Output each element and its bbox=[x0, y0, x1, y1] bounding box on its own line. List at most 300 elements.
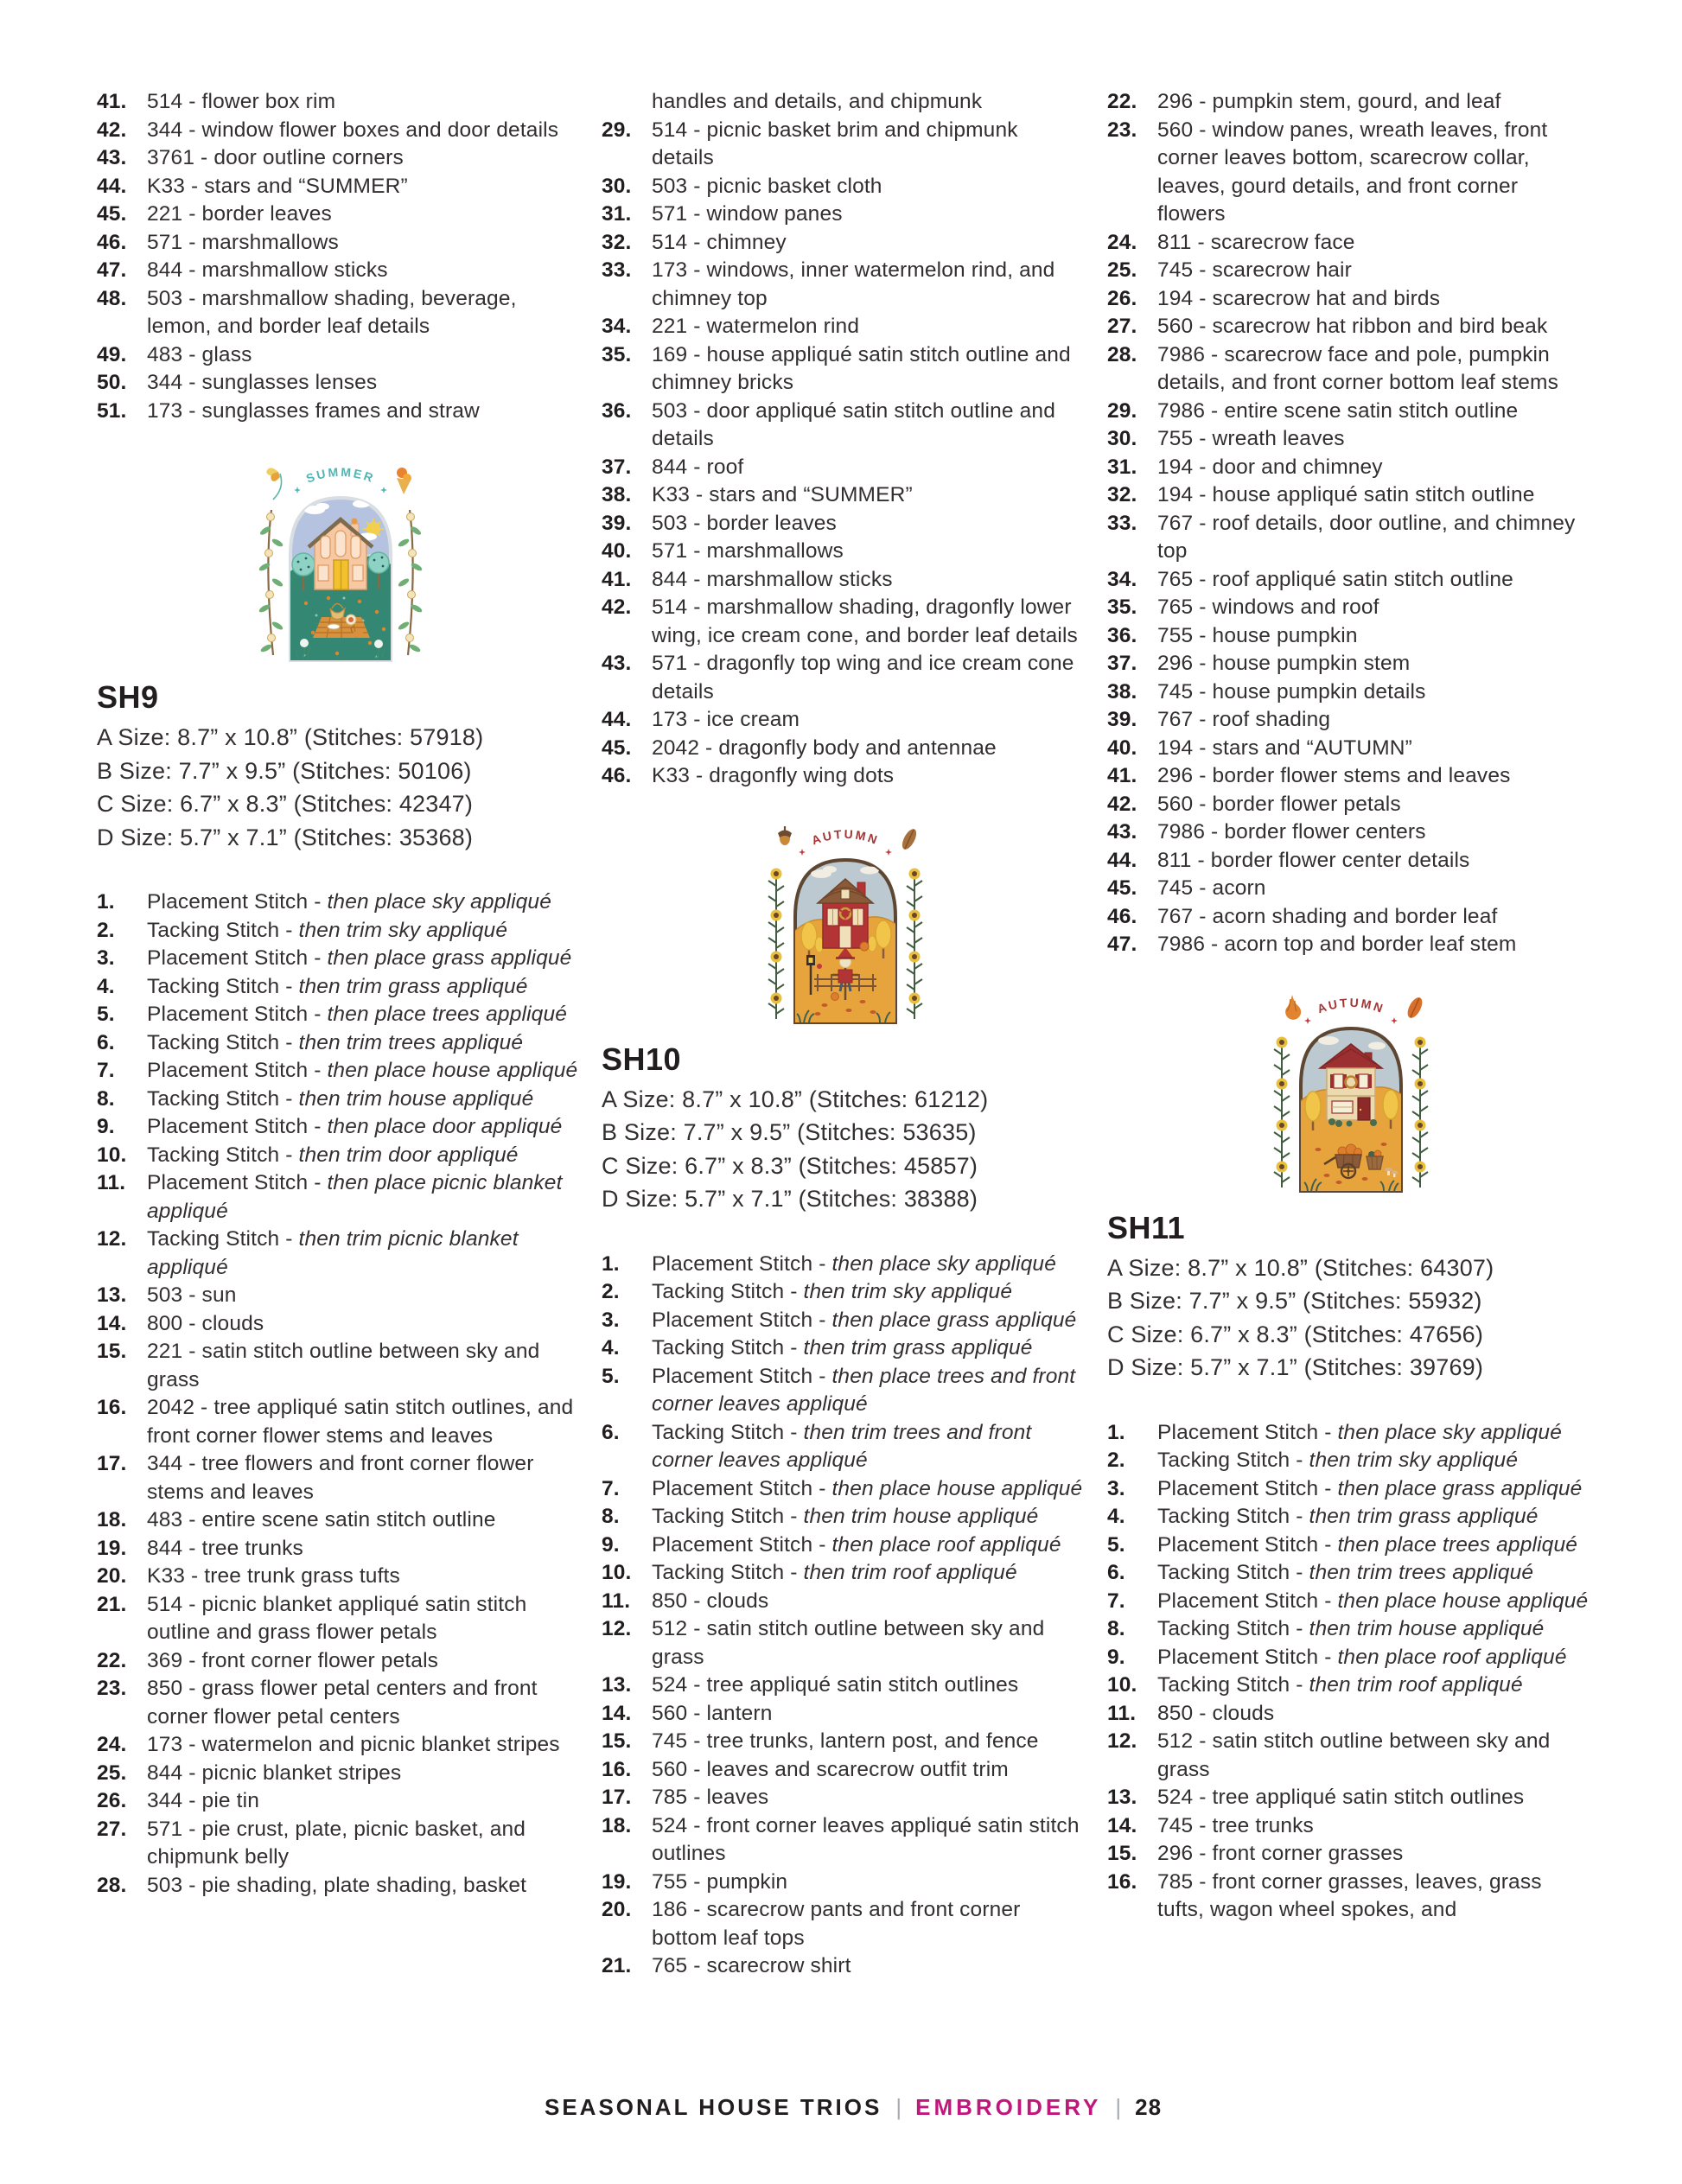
list-item-text: 844 - picnic blanket stripes bbox=[147, 1761, 402, 1785]
list-item bbox=[97, 1226, 584, 1282]
list-item-number: 23. bbox=[97, 1677, 127, 1700]
list-item bbox=[602, 1559, 1089, 1588]
list-item-number: 5. bbox=[1107, 1532, 1125, 1557]
footer-page-number: 28 bbox=[1135, 2094, 1163, 2120]
footer-series-title: SEASONAL HOUSE TRIOS bbox=[545, 2094, 882, 2120]
list-item-number: 20. bbox=[602, 1898, 632, 1921]
list-item-number: 5. bbox=[97, 1003, 115, 1026]
list-item-number: 3. bbox=[1107, 1476, 1125, 1500]
summer-banner-text: SUMMER bbox=[303, 464, 377, 486]
list-item-text: 560 - leaves and scarecrow outfit trim bbox=[652, 1757, 1009, 1781]
list-item-text: 571 - dragonfly top wing and ice cream cone details bbox=[652, 652, 1074, 704]
list-item bbox=[602, 1869, 1089, 1897]
list-item bbox=[97, 1760, 584, 1788]
list-item-number: 1. bbox=[602, 1251, 620, 1276]
list-item-number: 47. bbox=[1107, 933, 1137, 956]
list-item bbox=[1107, 1475, 1595, 1504]
design-sizes-sh10 bbox=[602, 1083, 1089, 1216]
column-3 bbox=[1107, 88, 1595, 1925]
list-item-text: 765 - windows and roof bbox=[1157, 595, 1379, 619]
list-item-text: handles and details, and chipmunk bbox=[652, 90, 983, 113]
svg-text:SUMMER bbox=[304, 465, 377, 486]
list-item bbox=[97, 1394, 584, 1450]
list-item-number: 22. bbox=[1107, 90, 1137, 113]
list-item bbox=[1107, 1559, 1595, 1588]
list-item-number: 40. bbox=[602, 539, 632, 563]
list-item bbox=[97, 88, 584, 117]
list-item-number: 14. bbox=[602, 1701, 632, 1725]
list-item-text: 221 - watermelon rind bbox=[652, 315, 860, 338]
list-item-text: Tacking Stitch - then trim grass appliqué bbox=[1157, 1505, 1539, 1528]
list-item bbox=[97, 1872, 584, 1901]
list-item-number: 41. bbox=[97, 90, 127, 113]
list-item bbox=[602, 173, 1089, 201]
list-item-text: Placement Stitch - then place house appliqué bbox=[147, 1059, 578, 1082]
list-item bbox=[1107, 88, 1595, 117]
list-item-text: Placement Stitch - then place grass appliqué bbox=[1157, 1476, 1583, 1500]
sh9-design-figure bbox=[97, 455, 584, 671]
list-item-text: 765 - roof appliqué satin stitch outline bbox=[1157, 567, 1513, 591]
list-item-number: 8. bbox=[1107, 1617, 1125, 1640]
list-item-number: 42. bbox=[602, 595, 632, 619]
list-item-text: 503 - picnic basket cloth bbox=[652, 174, 882, 198]
list-item-number: 33. bbox=[602, 258, 632, 282]
list-item bbox=[602, 117, 1089, 173]
list-item-number: 47. bbox=[97, 258, 127, 282]
list-item bbox=[602, 1475, 1089, 1504]
list-item-text: 483 - glass bbox=[147, 342, 252, 366]
list-item-text: 850 - clouds bbox=[1157, 1701, 1275, 1725]
list-item bbox=[97, 973, 584, 1002]
list-item-text: Placement Stitch - then place trees and front corner leaves appliqué bbox=[652, 1364, 1076, 1416]
list-item-number: 25. bbox=[97, 1761, 127, 1785]
list-item-text: Placement Stitch - then place sky appliqué bbox=[652, 1251, 1056, 1276]
list-item bbox=[1107, 706, 1595, 735]
size-line: B Size: 7.7” x 9.5” (Stitches: 50106) bbox=[97, 757, 472, 784]
sh11-design-figure bbox=[1107, 985, 1595, 1201]
list-item-number: 4. bbox=[602, 1336, 620, 1359]
sh9-steps-list bbox=[97, 888, 584, 1900]
list-item-number: 14. bbox=[1107, 1813, 1137, 1837]
list-item bbox=[602, 1278, 1089, 1307]
autumn-banner-text: AUTUMN bbox=[809, 826, 882, 847]
sh9-summer-design-image bbox=[254, 455, 427, 671]
list-item-number: 43. bbox=[1107, 820, 1137, 844]
list-item-number: 41. bbox=[602, 567, 632, 591]
list-item-text: Tacking Stitch - then trim trees appliqué bbox=[1157, 1561, 1534, 1584]
list-item-number: 2. bbox=[1107, 1449, 1125, 1472]
list-item-text: 560 - lantern bbox=[652, 1701, 773, 1725]
footer-divider: | bbox=[1115, 2094, 1122, 2120]
list-item-text: 514 - picnic basket brim and chipmunk details bbox=[652, 118, 1018, 169]
list-item-text: 503 - pie shading, plate shading, basket bbox=[147, 1873, 527, 1897]
list-item bbox=[602, 1251, 1089, 1279]
list-item-text: 344 - pie tin bbox=[147, 1789, 259, 1812]
list-item bbox=[1107, 398, 1595, 426]
list-item bbox=[1107, 481, 1595, 510]
list-item-text: 169 - house appliqué satin stitch outline and chimney bricks bbox=[652, 342, 1071, 394]
list-item-text: 296 - front corner grasses bbox=[1157, 1842, 1404, 1865]
list-item-number: 9. bbox=[1107, 1645, 1125, 1669]
list-item-text: Tacking Stitch - then trim roof appliqué bbox=[652, 1561, 1017, 1584]
sh9-carryover-list bbox=[602, 88, 1089, 791]
list-item-number: 25. bbox=[1107, 258, 1137, 282]
list-item bbox=[97, 229, 584, 258]
size-line: C Size: 6.7” x 8.3” (Stitches: 45857) bbox=[602, 1152, 978, 1179]
list-item bbox=[1107, 454, 1595, 482]
list-item-text: Placement Stitch - then place grass appliqué bbox=[147, 946, 572, 970]
list-item-text: 194 - house appliqué satin stitch outline bbox=[1157, 483, 1535, 506]
sh10-autumn-design-image bbox=[759, 817, 932, 1033]
list-item-number: 7. bbox=[97, 1059, 115, 1082]
list-item-number: 10. bbox=[97, 1143, 127, 1167]
oak-leaf-icon bbox=[900, 826, 920, 851]
design-code-sh10: SH10 bbox=[602, 1041, 682, 1077]
sh10-design-figure bbox=[602, 817, 1089, 1033]
list-item bbox=[1107, 313, 1595, 341]
list-item-text: 194 - scarecrow hat and birds bbox=[1157, 286, 1441, 310]
list-item bbox=[97, 1310, 584, 1339]
list-item bbox=[602, 510, 1089, 538]
list-item-text: 514 - picnic blanket appliqué satin stitch outline and grass flower petals bbox=[147, 1592, 527, 1644]
list-item-text: 503 - marshmallow shading, beverage, lemon, and border leaf details bbox=[147, 286, 517, 338]
list-item-text: 571 - marshmallows bbox=[147, 230, 339, 254]
gourd-icon bbox=[1285, 995, 1301, 1020]
list-item bbox=[1107, 1784, 1595, 1812]
list-item-number: 19. bbox=[97, 1536, 127, 1560]
list-item-number: 37. bbox=[1107, 652, 1137, 675]
list-item-text: 173 - watermelon and picnic blanket stripes bbox=[147, 1733, 560, 1756]
list-item-text: K33 - stars and “SUMMER” bbox=[147, 174, 408, 198]
list-item-text: Tacking Stitch - then trim sky appliqué bbox=[147, 918, 508, 942]
list-item bbox=[1107, 229, 1595, 258]
list-item-text: 571 - marshmallows bbox=[652, 539, 844, 563]
list-item bbox=[97, 1029, 584, 1058]
list-item-number: 26. bbox=[97, 1789, 127, 1812]
list-item-text: 514 - marshmallow shading, dragonfly lower wing, ice cream cone, and border leaf details bbox=[652, 595, 1078, 647]
list-item-number: 41. bbox=[1107, 764, 1137, 787]
list-item-number: 15. bbox=[97, 1340, 127, 1363]
list-item bbox=[602, 1307, 1089, 1335]
list-item-text: 194 - stars and “AUTUMN” bbox=[1157, 735, 1412, 760]
list-item-number: 19. bbox=[602, 1869, 632, 1894]
size-line: A Size: 8.7” x 10.8” (Stitches: 57918) bbox=[97, 724, 484, 750]
list-item bbox=[602, 1728, 1089, 1756]
column-2 bbox=[602, 88, 1089, 1981]
size-line: D Size: 5.7” x 7.1” (Stitches: 35368) bbox=[97, 824, 474, 850]
list-item-text: 560 - window panes, wreath leaves, front corner leaves bottom, scarecrow collar, leaves, gourd details, and front corner flowers bbox=[1157, 118, 1548, 226]
list-item-number: 2. bbox=[602, 1280, 620, 1303]
column-1 bbox=[97, 88, 584, 1900]
list-item-number: 13. bbox=[97, 1283, 127, 1307]
list-item bbox=[1107, 566, 1595, 595]
list-item-number: 39. bbox=[602, 511, 632, 535]
list-item bbox=[97, 1787, 584, 1816]
list-item-number: 27. bbox=[1107, 315, 1137, 338]
list-item-number bbox=[602, 88, 652, 117]
list-item-number: 26. bbox=[1107, 286, 1137, 310]
list-item-number: 4. bbox=[97, 974, 115, 998]
list-item-number: 10. bbox=[602, 1561, 632, 1584]
list-item bbox=[1107, 425, 1595, 454]
list-item-text: 767 - acorn shading and border leaf bbox=[1157, 904, 1498, 928]
list-item-text: 483 - entire scene satin stitch outline bbox=[147, 1508, 496, 1531]
list-item-text: Placement Stitch - then place house appliqué bbox=[652, 1476, 1083, 1500]
list-item bbox=[97, 1675, 584, 1731]
list-item-text: Tacking Stitch - then trim trees appliqué bbox=[147, 1030, 524, 1054]
list-item bbox=[1107, 1728, 1595, 1784]
list-item-text: 186 - scarecrow pants and front corner bottom leaf tops bbox=[652, 1898, 1021, 1950]
list-item-text: 7986 - border flower centers bbox=[1157, 820, 1426, 844]
list-item-text: 785 - leaves bbox=[652, 1786, 769, 1809]
list-item bbox=[602, 398, 1089, 454]
list-item-number: 7. bbox=[602, 1476, 620, 1500]
list-item-number: 8. bbox=[602, 1505, 620, 1528]
list-item bbox=[97, 257, 584, 285]
list-item-text: 369 - front corner flower petals bbox=[147, 1648, 439, 1672]
list-item-text: Tacking Stitch - then trim house appliqué bbox=[1157, 1617, 1545, 1640]
list-item-text: 745 - house pumpkin details bbox=[1157, 679, 1426, 704]
list-item-text: 560 - border flower petals bbox=[1157, 792, 1401, 816]
list-item-number: 20. bbox=[97, 1564, 127, 1588]
list-item bbox=[602, 735, 1089, 763]
size-line: D Size: 5.7” x 7.1” (Stitches: 39769) bbox=[1107, 1354, 1484, 1380]
list-item-number: 45. bbox=[1107, 876, 1137, 900]
list-item bbox=[97, 398, 584, 426]
list-item-number: 9. bbox=[97, 1115, 115, 1138]
list-item-number: 44. bbox=[602, 708, 632, 731]
list-item-number: 14. bbox=[97, 1311, 127, 1335]
list-item-text: 844 - tree trunks bbox=[147, 1536, 303, 1560]
list-item-number: 24. bbox=[1107, 230, 1137, 254]
list-item bbox=[97, 144, 584, 173]
list-item-text: 767 - roof details, door outline, and chimney top bbox=[1157, 511, 1576, 563]
list-item-text: 745 - tree trunks, lantern post, and fence bbox=[652, 1729, 1039, 1753]
list-item-text: K33 - tree trunk grass tufts bbox=[147, 1564, 400, 1588]
svg-text:AUTUMN bbox=[810, 826, 881, 847]
list-item-number: 35. bbox=[1107, 595, 1137, 619]
sh8-carryover-list bbox=[97, 88, 584, 425]
list-item bbox=[602, 1588, 1089, 1616]
list-item-number: 10. bbox=[1107, 1673, 1137, 1697]
list-item bbox=[602, 313, 1089, 341]
list-item-number: 21. bbox=[97, 1592, 127, 1616]
list-item-text: 344 - window flower boxes and door details bbox=[147, 118, 559, 142]
list-item-number: 38. bbox=[1107, 679, 1137, 704]
list-item-text: 767 - roof shading bbox=[1157, 708, 1331, 731]
list-item bbox=[1107, 622, 1595, 651]
list-item-text: 745 - acorn bbox=[1157, 876, 1266, 900]
list-item-number: 1. bbox=[97, 890, 115, 914]
list-item bbox=[1107, 117, 1595, 229]
list-item-number: 16. bbox=[97, 1396, 127, 1419]
size-line: A Size: 8.7” x 10.8” (Stitches: 64307) bbox=[1107, 1254, 1494, 1281]
list-item-text: Tacking Stitch - then trim trees and front corner leaves appliqué bbox=[652, 1420, 1032, 1472]
list-item-number: 42. bbox=[97, 118, 127, 142]
list-item-number: 46. bbox=[602, 764, 632, 787]
list-item-text: Tacking Stitch - then trim door appliqué bbox=[147, 1143, 519, 1167]
list-item bbox=[1107, 650, 1595, 678]
list-item-text: Tacking Stitch - then trim roof appliqué bbox=[1157, 1673, 1523, 1697]
list-item bbox=[97, 1816, 584, 1872]
list-item bbox=[1107, 510, 1595, 566]
list-item-text: 2042 - tree appliqué satin stitch outlines, and front corner flower stems and leaves bbox=[147, 1396, 574, 1448]
list-item bbox=[1107, 1531, 1595, 1560]
list-item-number: 15. bbox=[1107, 1842, 1137, 1865]
list-item bbox=[1107, 257, 1595, 285]
list-item-text: 811 - border flower center details bbox=[1157, 848, 1470, 872]
list-item bbox=[97, 1282, 584, 1310]
list-item-number: 13. bbox=[1107, 1786, 1137, 1809]
list-item-text: Tacking Stitch - then trim house appliqué bbox=[147, 1086, 534, 1111]
list-item-number: 11. bbox=[602, 1589, 631, 1613]
list-item bbox=[1107, 1812, 1595, 1841]
list-item bbox=[1107, 1503, 1595, 1531]
list-item-text: 512 - satin stitch outline between sky and grass bbox=[1157, 1729, 1551, 1781]
list-item-text: 7986 - scarecrow face and pole, pumpkin details, and front corner bottom leaf stems bbox=[1157, 342, 1559, 394]
acorn-icon bbox=[778, 826, 792, 845]
footer-divider: | bbox=[895, 2094, 902, 2120]
list-item-number: 44. bbox=[1107, 848, 1137, 872]
list-item bbox=[1107, 791, 1595, 819]
list-item-text: Placement Stitch - then place roof appliqué bbox=[652, 1532, 1061, 1557]
list-item-number: 43. bbox=[602, 652, 632, 675]
list-item bbox=[97, 917, 584, 946]
list-item-text: Tacking Stitch - then trim grass appliqué bbox=[147, 974, 528, 998]
list-item-text: 571 - pie crust, plate, picnic basket, and chipmunk belly bbox=[147, 1817, 526, 1869]
list-item-number: 36. bbox=[602, 398, 632, 423]
list-item-text: 7986 - entire scene satin stitch outline bbox=[1157, 398, 1519, 423]
list-item-number: 37. bbox=[602, 455, 632, 479]
list-item bbox=[1107, 903, 1595, 932]
list-item-number: 2. bbox=[97, 918, 115, 942]
list-item-text: Placement Stitch - then place door appliqué bbox=[147, 1115, 563, 1138]
list-item-text: 571 - window panes bbox=[652, 202, 843, 226]
list-item-number: 11. bbox=[1107, 1701, 1137, 1725]
list-item bbox=[1107, 1869, 1595, 1925]
list-item-number: 18. bbox=[602, 1813, 632, 1837]
list-item-number: 3. bbox=[602, 1308, 620, 1332]
list-item bbox=[602, 1531, 1089, 1560]
list-item-number: 13. bbox=[602, 1673, 632, 1697]
list-item-number: 36. bbox=[1107, 623, 1137, 647]
page-footer bbox=[545, 2094, 1162, 2121]
list-item bbox=[602, 650, 1089, 706]
list-item-text: 503 - border leaves bbox=[652, 511, 837, 535]
list-item bbox=[1107, 931, 1595, 959]
list-item-number: 28. bbox=[1107, 342, 1137, 366]
list-item bbox=[97, 1731, 584, 1760]
list-item-text: Tacking Stitch - then trim house appliqué bbox=[652, 1505, 1039, 1528]
list-item bbox=[97, 201, 584, 229]
list-item bbox=[1107, 678, 1595, 707]
list-item-text: 514 - flower box rim bbox=[147, 90, 336, 113]
sh11-steps-list bbox=[1107, 1419, 1595, 1925]
list-item-number: 48. bbox=[97, 286, 127, 310]
list-item bbox=[602, 201, 1089, 229]
list-item bbox=[602, 594, 1089, 650]
design-code-sh9: SH9 bbox=[97, 679, 159, 715]
list-item bbox=[97, 1338, 584, 1394]
list-item bbox=[1107, 1588, 1595, 1616]
list-item-text: 850 - grass flower petal centers and front corner flower petal centers bbox=[147, 1677, 538, 1729]
list-item-text: 755 - house pumpkin bbox=[1157, 623, 1358, 647]
size-line: A Size: 8.7” x 10.8” (Stitches: 61212) bbox=[602, 1086, 989, 1112]
list-item-number: 33. bbox=[1107, 511, 1137, 535]
list-item bbox=[97, 1113, 584, 1142]
list-item-text: 524 - tree appliqué satin stitch outlines bbox=[1157, 1786, 1525, 1809]
list-item bbox=[602, 481, 1089, 510]
sh10-carryover-list bbox=[1107, 88, 1595, 959]
list-item bbox=[602, 706, 1089, 735]
list-item bbox=[602, 1503, 1089, 1531]
list-item bbox=[1107, 594, 1595, 622]
list-item bbox=[1107, 735, 1595, 763]
butterfly-icon bbox=[266, 468, 281, 500]
list-item bbox=[602, 1700, 1089, 1729]
list-item-text: 524 - front corner leaves appliqué satin stitch outlines bbox=[652, 1813, 1080, 1865]
list-item-number: 38. bbox=[602, 483, 632, 506]
list-item-number: 31. bbox=[602, 202, 632, 226]
list-item-number: 3. bbox=[97, 946, 115, 970]
list-item bbox=[1107, 1615, 1595, 1644]
footer-category: EMBROIDERY bbox=[915, 2094, 1102, 2120]
list-item-text: 221 - satin stitch outline between sky and grass bbox=[147, 1340, 540, 1391]
list-item bbox=[1107, 847, 1595, 876]
list-item-text: Placement Stitch - then place sky appliqué bbox=[1157, 1420, 1562, 1444]
list-item-text: K33 - dragonfly wing dots bbox=[652, 764, 895, 787]
list-item-number: 46. bbox=[1107, 904, 1137, 928]
list-item-number: 29. bbox=[602, 118, 632, 142]
list-item-number: 6. bbox=[602, 1420, 620, 1444]
list-item-number: 17. bbox=[97, 1452, 127, 1475]
ice-cream-icon bbox=[397, 468, 411, 494]
list-item-text: 560 - scarecrow hat ribbon and bird beak bbox=[1157, 315, 1548, 338]
list-item-number: 16. bbox=[1107, 1869, 1137, 1894]
list-item-number: 11. bbox=[97, 1171, 126, 1194]
list-item-text: 850 - clouds bbox=[652, 1589, 769, 1613]
list-item-number: 35. bbox=[602, 342, 632, 366]
list-item bbox=[602, 1419, 1089, 1475]
list-item bbox=[602, 1334, 1089, 1363]
list-item-text: Placement Stitch - then place grass appliqué bbox=[652, 1308, 1077, 1332]
size-line: D Size: 5.7” x 7.1” (Stitches: 38388) bbox=[602, 1186, 978, 1212]
list-item-number: 12. bbox=[602, 1617, 632, 1640]
list-item-number: 24. bbox=[97, 1733, 127, 1756]
size-line: B Size: 7.7” x 9.5” (Stitches: 53635) bbox=[602, 1119, 977, 1145]
list-item-text: 800 - clouds bbox=[147, 1311, 264, 1335]
list-item bbox=[602, 1756, 1089, 1785]
list-item-number: 49. bbox=[97, 342, 127, 366]
list-item-text: Placement Stitch - then place trees appliqué bbox=[147, 1003, 568, 1026]
list-item-number: 42. bbox=[1107, 792, 1137, 816]
list-item-text: 503 - door appliqué satin stitch outline and details bbox=[652, 398, 1055, 450]
list-item bbox=[97, 1506, 584, 1535]
list-item bbox=[97, 1563, 584, 1591]
list-item bbox=[1107, 1447, 1595, 1475]
list-item-text: 524 - tree appliqué satin stitch outlines bbox=[652, 1673, 1019, 1697]
list-item-number: 30. bbox=[602, 174, 632, 198]
list-item-number: 1. bbox=[1107, 1420, 1125, 1444]
list-item bbox=[602, 538, 1089, 566]
sh11-autumn-design-image bbox=[1265, 985, 1437, 1201]
list-item-text: Placement Stitch - then place house appliqué bbox=[1157, 1589, 1589, 1613]
list-item-number: 22. bbox=[97, 1648, 127, 1672]
list-item-text: Tacking Stitch - then trim sky appliqué bbox=[652, 1280, 1013, 1303]
list-item-number: 51. bbox=[97, 398, 127, 423]
list-item-number: 12. bbox=[97, 1227, 127, 1251]
list-item bbox=[97, 1647, 584, 1676]
